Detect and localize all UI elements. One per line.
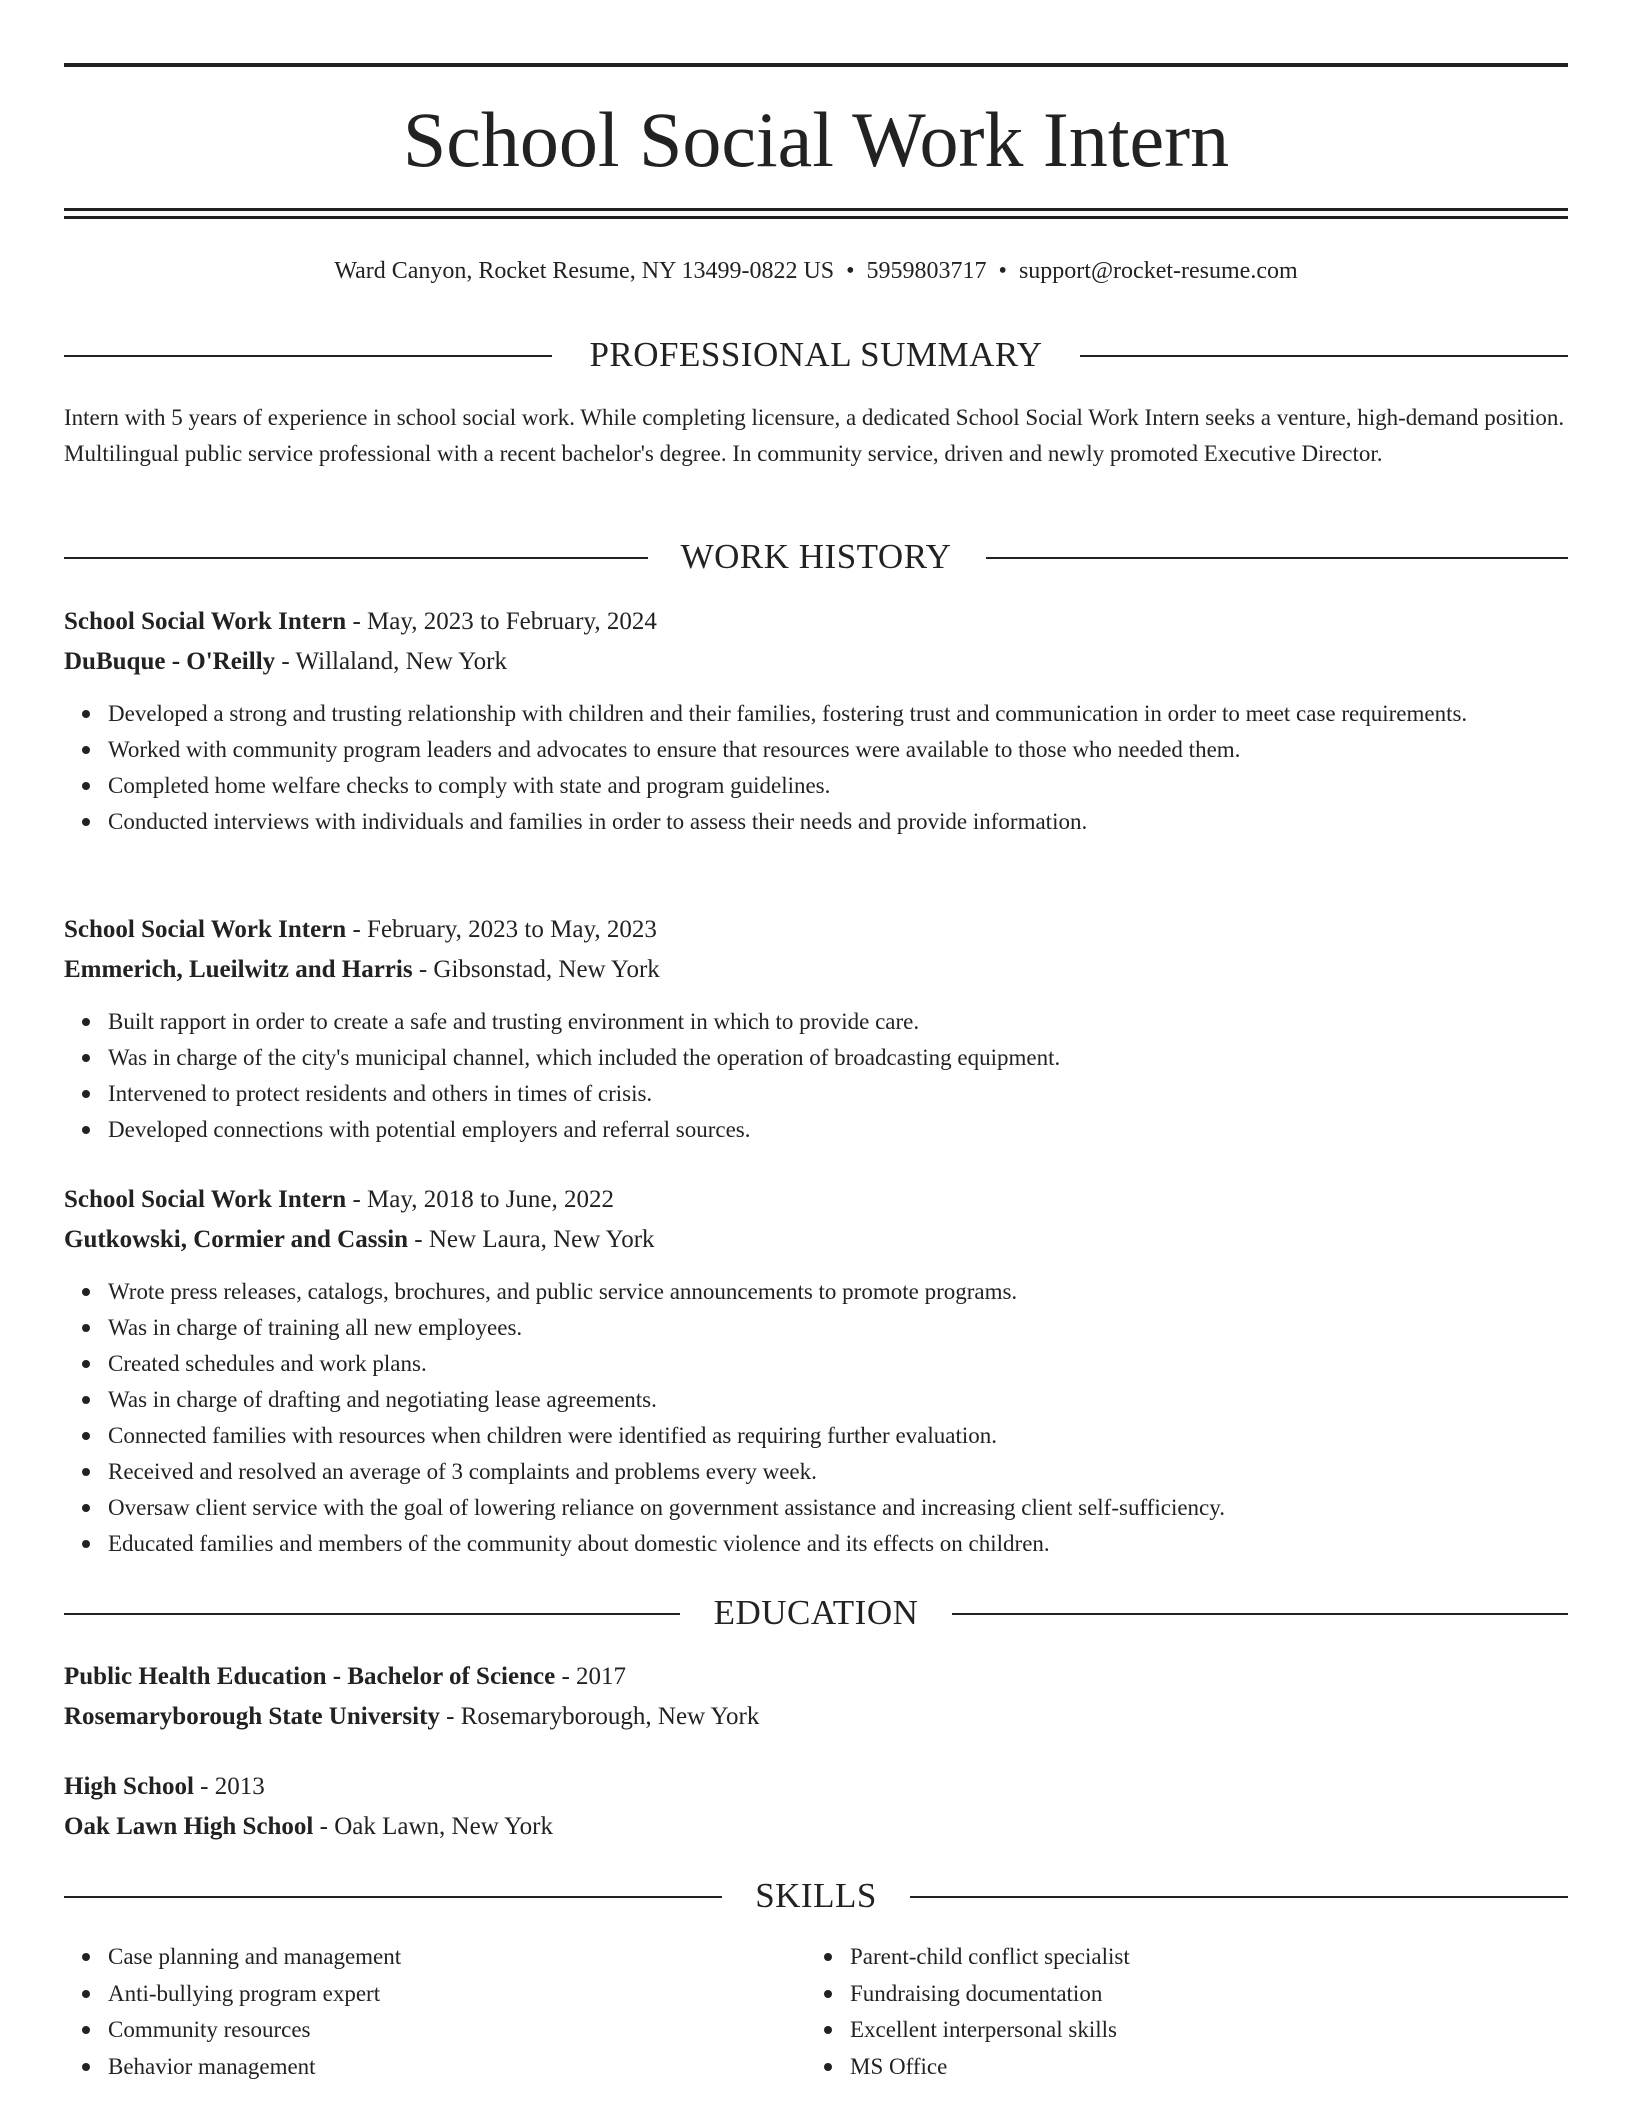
job-company-line xyxy=(64,643,1568,681)
list-item: Received and resolved an average of 3 complaints and problems every week. xyxy=(108,1454,1612,1490)
section-title-summary: PROFESSIONAL SUMMARY xyxy=(589,335,1043,374)
list-item: Educated families and members of the community about domestic violence and its effects on children. xyxy=(108,1526,1612,1562)
job-company: Emmerich, Lueilwitz and Harris xyxy=(64,956,413,983)
section-rule-right xyxy=(986,557,1568,559)
education-year: - 2017 xyxy=(555,1663,627,1690)
job-dates: - May, 2018 to June, 2022 xyxy=(346,1186,615,1213)
education-year: - 2013 xyxy=(193,1773,265,1800)
list-item: Was in charge of drafting and negotiating lease agreements. xyxy=(108,1382,1612,1418)
skill-item: Case planning and management xyxy=(108,1939,808,1976)
section-title-education: EDUCATION xyxy=(713,1593,919,1632)
contact-email: support@rocket-resume.com xyxy=(1018,258,1298,284)
page-title: School Social Work Intern xyxy=(402,96,1230,183)
skill-item: Behavior management xyxy=(108,2049,808,2086)
education-school: Oak Lawn High School xyxy=(64,1813,314,1840)
list-item: Conducted interviews with individuals and families in order to assess their needs and provide information. xyxy=(108,804,1612,840)
job-location: - Gibsonstad, New York xyxy=(412,956,660,983)
contact-separator: • xyxy=(846,258,855,284)
job-dates: - May, 2023 to February, 2024 xyxy=(346,608,657,635)
education-location: - Oak Lawn, New York xyxy=(313,1813,553,1840)
list-item: Developed connections with potential employers and referral sources. xyxy=(108,1112,1612,1148)
job-title: School Social Work Intern xyxy=(64,608,347,635)
job-bullets xyxy=(64,1004,1612,1148)
section-rule-right xyxy=(1080,355,1568,357)
list-item: Connected families with resources when children were identified as requiring further evaluation. xyxy=(108,1418,1612,1454)
section-header-work xyxy=(64,537,1568,577)
education-school: Rosemaryborough State University xyxy=(64,1703,440,1730)
skills-list-left xyxy=(64,1939,808,2085)
list-item: Developed a strong and trusting relationship with children and their families, fostering trust and communication in order to meet case requirements. xyxy=(108,696,1612,732)
list-item: Was in charge of the city's municipal channel, which included the operation of broadcasting equipment. xyxy=(108,1040,1612,1076)
education-school-line xyxy=(64,1698,1568,1736)
education-location: - Rosemaryborough, New York xyxy=(439,1703,760,1730)
job-company: Gutkowski, Cormier and Cassin xyxy=(64,1226,409,1253)
job-title-line xyxy=(64,603,1568,641)
job-bullets xyxy=(64,1274,1612,1562)
list-item: Oversaw client service with the goal of lowering reliance on government assistance and increasing client self-sufficiency. xyxy=(108,1490,1612,1526)
job-title: School Social Work Intern xyxy=(64,916,347,943)
section-rule-right xyxy=(952,1613,1568,1615)
list-item: Completed home welfare checks to comply with state and program guidelines. xyxy=(108,768,1612,804)
section-title-skills: SKILLS xyxy=(755,1876,877,1915)
section-rule-right xyxy=(910,1896,1568,1898)
education-school-line xyxy=(64,1808,1568,1846)
skill-item: Fundraising documentation xyxy=(850,1976,1550,2013)
job-title-line xyxy=(64,1181,1568,1219)
education-degree: High School xyxy=(64,1773,194,1800)
list-item: Wrote press releases, catalogs, brochures, and public service announcements to promote programs. xyxy=(108,1274,1612,1310)
education-degree: Public Health Education - Bachelor of Science xyxy=(64,1663,556,1690)
list-item: Was in charge of training all new employees. xyxy=(108,1310,1612,1346)
job-bullets xyxy=(64,696,1612,840)
skill-item: Anti-bullying program expert xyxy=(108,1976,808,2013)
title-rule-lower xyxy=(64,216,1568,219)
contact-address: Ward Canyon, Rocket Resume, NY 13499-0822 US xyxy=(334,258,835,284)
skill-item: MS Office xyxy=(850,2049,1550,2086)
skill-item: Community resources xyxy=(108,2012,808,2049)
job-title-line xyxy=(64,911,1568,949)
summary-text: Intern with 5 years of experience in school social work. While completing licensure, a dedicated School Social Work Intern seeks a venture, high-demand position. Multilingual public service professional with a recent bachelor's degree. In community service, driven and newly promoted Executive Director. xyxy=(64,405,1565,466)
job-dates: - February, 2023 to May, 2023 xyxy=(346,916,657,943)
skill-item: Parent-child conflict specialist xyxy=(850,1939,1550,1976)
section-header-summary xyxy=(64,335,1568,375)
skill-item: Excellent interpersonal skills xyxy=(850,2012,1550,2049)
job-title: School Social Work Intern xyxy=(64,1186,347,1213)
section-header-skills xyxy=(64,1876,1568,1916)
job-company: DuBuque - O'Reilly xyxy=(64,648,276,675)
section-title-work: WORK HISTORY xyxy=(680,537,952,576)
job-location: - Willaland, New York xyxy=(275,648,508,675)
contact-phone: 5959803717 xyxy=(866,258,987,284)
top-rule xyxy=(64,63,1568,67)
job-company-line xyxy=(64,951,1568,989)
contact-line xyxy=(64,254,1568,288)
list-item: Created schedules and work plans. xyxy=(108,1346,1612,1382)
list-item: Built rapport in order to create a safe and trusting environment in which to provide care. xyxy=(108,1004,1612,1040)
list-item: Intervened to protect residents and others in times of crisis. xyxy=(108,1076,1612,1112)
job-company-line xyxy=(64,1221,1568,1259)
title-rule-upper xyxy=(64,208,1568,211)
education-degree-line xyxy=(64,1768,1568,1806)
contact-separator: • xyxy=(998,258,1007,284)
list-item: Worked with community program leaders and advocates to ensure that resources were available to those who needed them. xyxy=(108,732,1612,768)
education-degree-line xyxy=(64,1658,1568,1696)
section-header-education xyxy=(64,1593,1568,1633)
skills-list-right xyxy=(806,1939,1550,2085)
job-location: - New Laura, New York xyxy=(408,1226,655,1253)
